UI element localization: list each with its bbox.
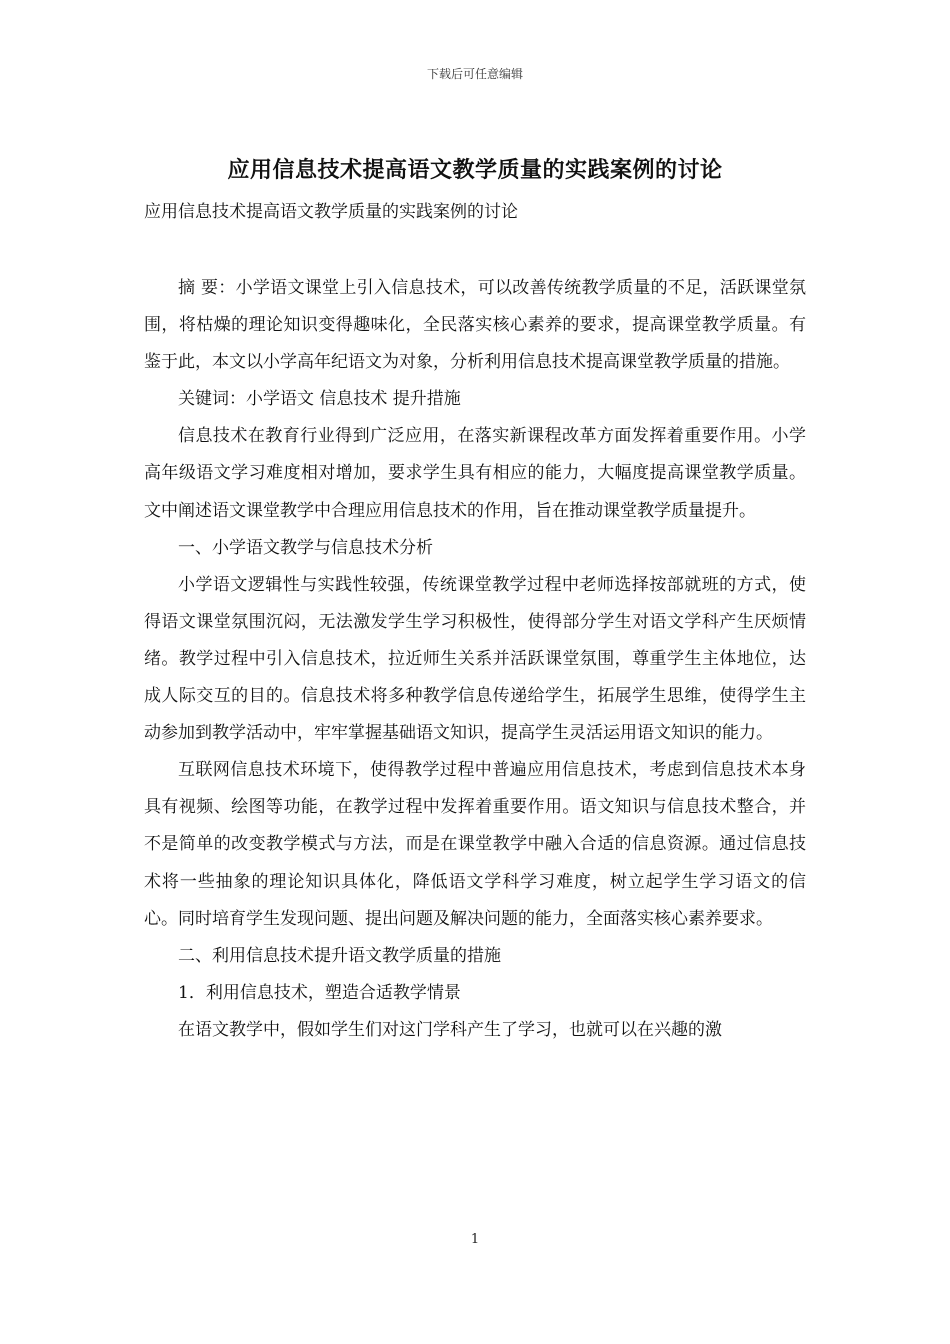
subsection-heading-1: 1．利用信息技术，塑造合适教学情景 [178,982,461,1003]
page-number: 1 [470,1232,480,1247]
intro-paragraph: 信息技术在教育行业得到广泛应用，在落实新课程改革方面发挥着重要作用。小学高年级语文学习难度相对增加，要求学生具有相应的能力，大幅度提高课堂教学质量。文中阐述语文课堂教学中合理应用信息技术的作用，旨在推动课堂教学质量提升。 [144,426,806,521]
body-paragraph: 在语文教学中，假如学生们对这门学科产生了学习，也就可以在兴趣的激 [178,1019,722,1040]
abstract-paragraph: 摘 要：小学语文课堂上引入信息技术，可以改善传统教学质量的不足，活跃课堂氛围，将枯燥的理论知识变得趣味化，全民落实核心素养的要求，提高课堂教学质量。有鉴于此，本文以小学高年纪语文为对象，分析利用信息技术提高课堂教学质量的措施。 [144,278,806,373]
page-header: 下载后可任意编辑 [426,67,523,81]
document-subtitle: 应用信息技术提高语文教学质量的实践案例的讨论 [144,202,518,222]
body-paragraph: 互联网信息技术环境下，使得教学过程中普遍应用信息技术，考虑到信息技术本身具有视频、绘图等功能，在教学过程中发挥着重要作用。语文知识与信息技术整合，并不是简单的改变教学模式与方法，而是在课堂教学中融入合适的信息资源。通过信息技术将一些抽象的理论知识具体化，降低语文学科学习难度，树立起学生学习语文的信心。同时培育学生发现问题、提出问题及解决问题的能力，全面落实核心素养要求。 [144,760,806,929]
section-heading-1: 一、小学语文教学与信息技术分析 [178,537,433,558]
document-body [144,270,806,1049]
section-heading-2: 二、利用信息技术提升语文教学质量的措施 [178,945,501,966]
keywords-paragraph: 关键词：小学语文 信息技术 提升措施 [178,389,461,410]
document-title: 应用信息技术提高语文教学质量的实践案例的讨论 [227,157,723,183]
body-paragraph: 小学语文逻辑性与实践性较强，传统课堂教学过程中老师选择按部就班的方式，使得语文课堂氛围沉闷，无法激发学生学习积极性，使得部分学生对语文学科产生厌烦情绪。教学过程中引入信息技术，拉近师生关系并活跃课堂氛围，尊重学生主体地位，达成人际交互的目的。信息技术将多种教学信息传递给学生，拓展学生思维，使得学生主动参加到教学活动中，牢牢掌握基础语文知识，提高学生灵活运用语文知识的能力。 [144,574,806,744]
